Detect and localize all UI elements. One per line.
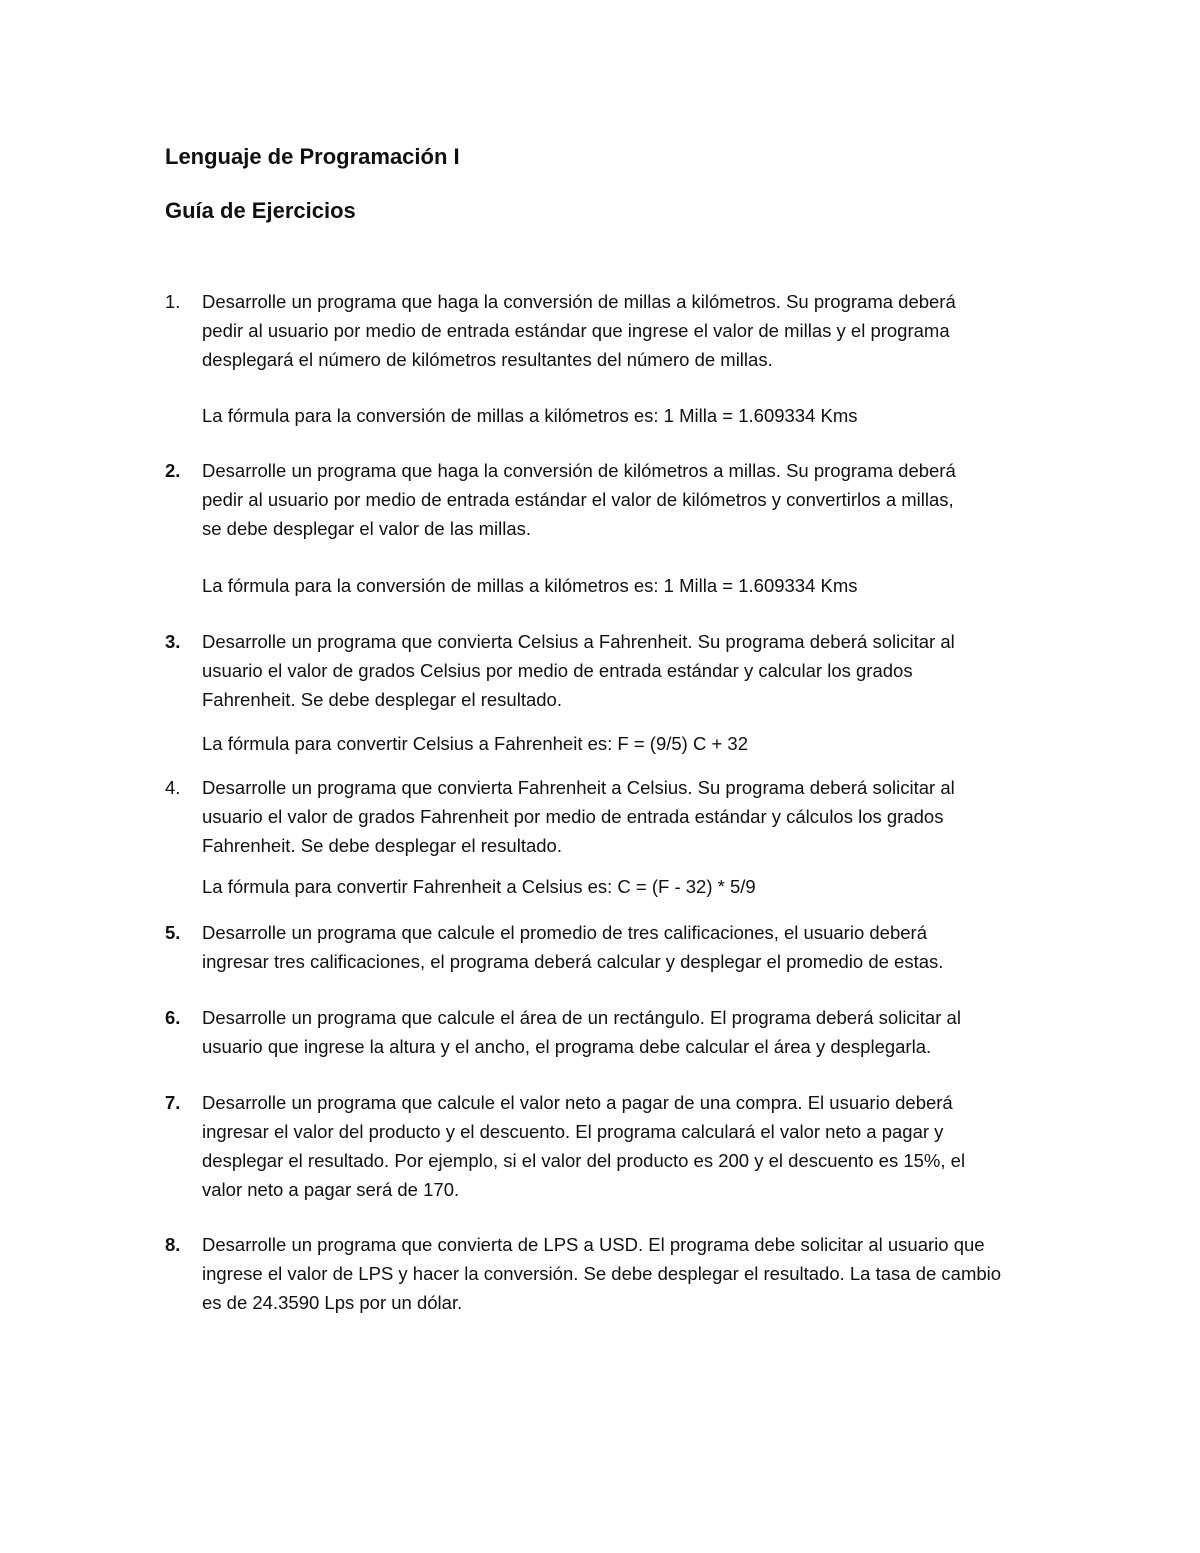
exercise-text-line: se debe desplegar el valor de las millas. xyxy=(202,518,532,539)
exercise-text-line: pedir al usuario por medio de entrada estándar que ingrese el valor de millas y el programa xyxy=(202,320,950,341)
exercise-text xyxy=(202,456,1042,543)
exercise-text-line: Desarrolle un programa que haga la conversión de millas a kilómetros. Su programa deberá xyxy=(202,291,956,312)
exercise-text-line: Desarrolle un programa que convierta Celsius a Fahrenheit. Su programa deberá solicitar al xyxy=(202,631,955,652)
exercise-text-line: Fahrenheit. Se debe desplegar el resultado. xyxy=(202,835,562,856)
exercise-text xyxy=(202,627,1042,714)
exercise-text-line: Desarrolle un programa que calcule el valor neto a pagar de una compra. El usuario deberá xyxy=(202,1092,953,1113)
exercise-text-line: Desarrolle un programa que calcule el área de un rectángulo. El programa deberá solicitar al xyxy=(202,1007,961,1028)
exercise-text xyxy=(202,1230,1042,1317)
document-subtitle: Guía de Ejercicios xyxy=(165,198,356,223)
exercise-number: 4. xyxy=(165,777,181,798)
exercise-text-line: usuario que ingrese la altura y el ancho, el programa debe calcular el área y desplegarla. xyxy=(202,1036,932,1057)
exercise-number: 8. xyxy=(165,1234,181,1255)
exercise-formula: La fórmula para la conversión de millas a kilómetros es: 1 Milla = 1.609334 Kms xyxy=(202,405,858,426)
exercise-text-line: ingrese el valor de LPS y hacer la conversión. Se debe desplegar el resultado. La tasa de cambio xyxy=(202,1263,1002,1284)
exercise-text-line: Desarrolle un programa que convierta de LPS a USD. El programa debe solicitar al usuario que xyxy=(202,1234,985,1255)
exercise-number: 2. xyxy=(165,460,181,481)
exercise-text-line: desplegará el número de kilómetros resultantes del número de millas. xyxy=(202,349,773,370)
exercise-number: 5. xyxy=(165,922,181,943)
exercise-text-line: usuario el valor de grados Fahrenheit por medio de entrada estándar y cálculos los grados xyxy=(202,806,944,827)
exercise-text-line: Desarrolle un programa que haga la conversión de kilómetros a millas. Su programa deberá xyxy=(202,460,956,481)
exercise-number: 3. xyxy=(165,631,181,652)
exercise-formula: La fórmula para convertir Celsius a Fahrenheit es: F = (9/5) C + 32 xyxy=(202,733,749,754)
exercise-text-line: pedir al usuario por medio de entrada estándar el valor de kilómetros y convertirlos a millas, xyxy=(202,489,954,510)
exercise-text xyxy=(202,287,1042,374)
exercise-text xyxy=(202,1003,1042,1061)
exercise-text xyxy=(202,773,1042,860)
exercise-text xyxy=(202,918,1042,976)
exercise-formula: La fórmula para convertir Fahrenheit a Celsius es: C = (F - 32) * 5/9 xyxy=(202,876,756,897)
exercise-text xyxy=(202,1088,1042,1204)
exercise-number: 1. xyxy=(165,291,181,312)
exercise-number: 7. xyxy=(165,1092,181,1113)
exercise-text-line: es de 24.3590 Lps por un dólar. xyxy=(202,1292,463,1313)
exercise-number: 6. xyxy=(165,1007,181,1028)
exercise-text-line: usuario el valor de grados Celsius por medio de entrada estándar y calcular los grados xyxy=(202,660,913,681)
exercise-text-line: Fahrenheit. Se debe desplegar el resultado. xyxy=(202,689,562,710)
document-title: Lenguaje de Programación I xyxy=(165,144,460,169)
exercise-text-line: Desarrolle un programa que calcule el promedio de tres calificaciones, el usuario deberá xyxy=(202,922,927,943)
exercise-formula: La fórmula para la conversión de millas a kilómetros es: 1 Milla = 1.609334 Kms xyxy=(202,575,858,596)
exercise-text-line: valor neto a pagar será de 170. xyxy=(202,1179,460,1200)
exercise-text-line: desplegar el resultado. Por ejemplo, si el valor del producto es 200 y el descuento es 15%, el xyxy=(202,1150,966,1171)
exercise-text-line: ingresar el valor del producto y el descuento. El programa calculará el valor neto a pagar y xyxy=(202,1121,944,1142)
exercise-text-line: Desarrolle un programa que convierta Fahrenheit a Celsius. Su programa deberá solicitar al xyxy=(202,777,955,798)
exercise-text-line: ingresar tres calificaciones, el programa deberá calcular y desplegar el promedio de estas. xyxy=(202,951,944,972)
